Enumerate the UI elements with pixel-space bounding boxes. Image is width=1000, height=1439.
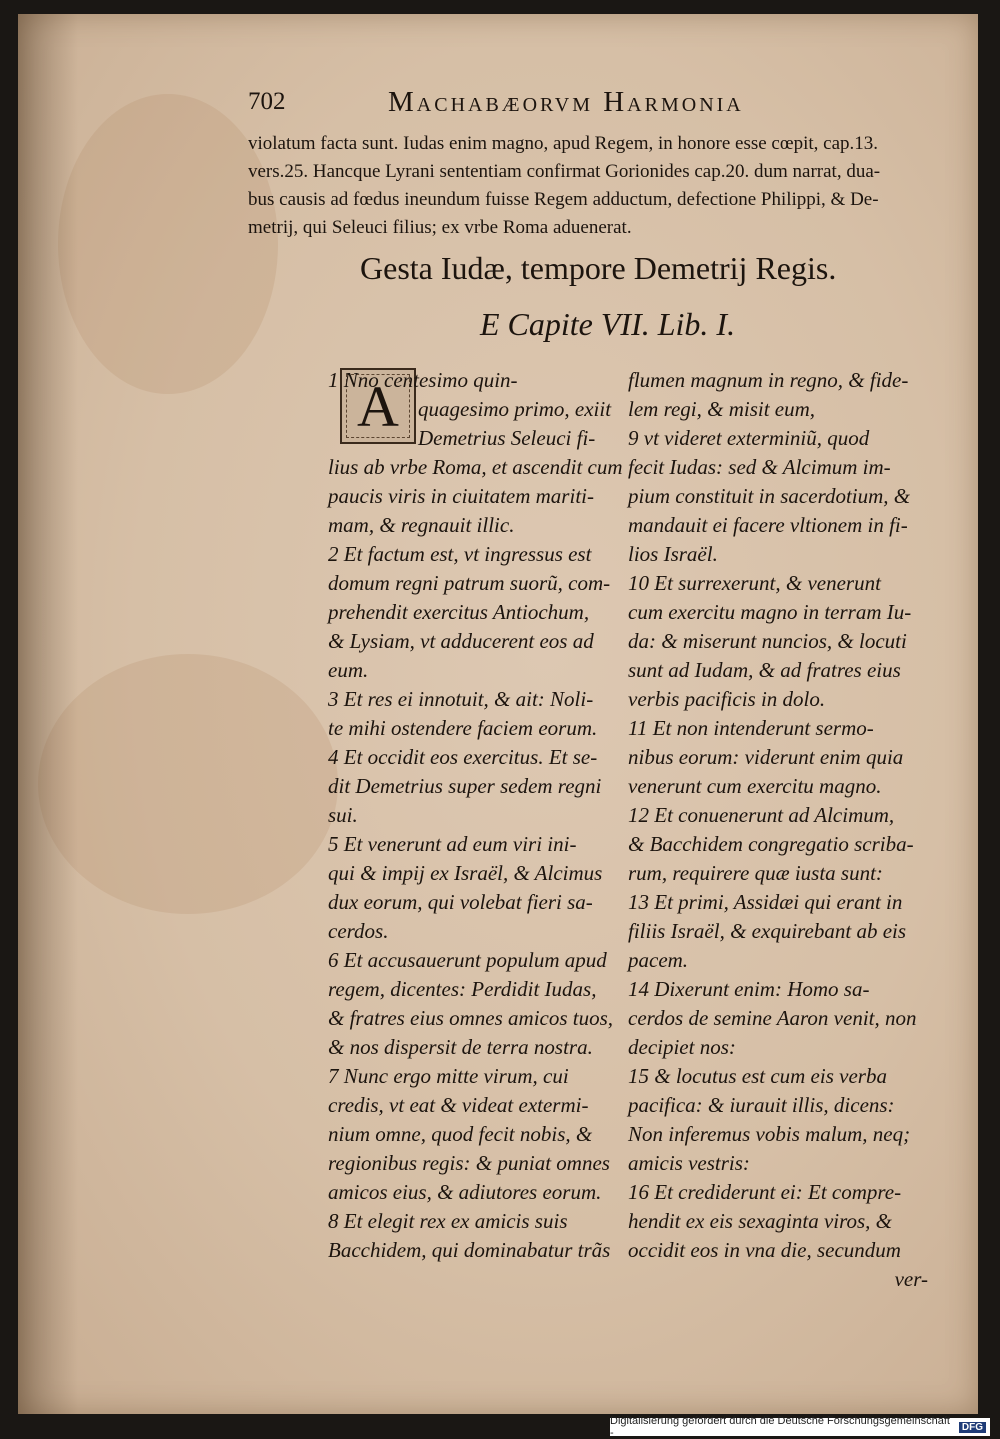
verse-line: nibus eorum: viderunt enim quia xyxy=(628,745,904,769)
page-header xyxy=(248,86,848,126)
verse-line: paucis viris in ciuitatem mariti- xyxy=(328,484,594,508)
verse-line: venerunt cum exercitu magno. xyxy=(628,774,882,798)
verse-line: nium omne, quod fecit nobis, & xyxy=(328,1122,593,1146)
verse-line: domum regni patrum suorũ, com- xyxy=(328,571,611,595)
verse-line: mandauit ei facere vltionem in fi- xyxy=(628,513,908,537)
verse-line: & nos dispersit de terra nostra. xyxy=(328,1035,593,1059)
verse-line: 2 Et factum est, vt ingressus est xyxy=(328,542,592,566)
verse-line: fecit Iudas: sed & Alcimum im- xyxy=(628,455,891,479)
verse-line: & Bacchidem congregatio scriba- xyxy=(628,832,914,856)
verse-line: credis, vt eat & videat extermi- xyxy=(328,1093,589,1117)
section-title: Gesta Iudæ, tempore Demetrij Regis. xyxy=(360,250,837,286)
verse-line: verbis pacificis in dolo. xyxy=(628,687,826,711)
verse-line: decipiet nos: xyxy=(628,1035,736,1059)
verse-line: amicis vestris: xyxy=(628,1151,750,1175)
verse-line: 14 Dixerunt enim: Homo sa- xyxy=(628,977,870,1001)
verse-line: & fratres eius omnes amicos tuos, xyxy=(328,1006,614,1030)
paper-stain xyxy=(58,94,278,394)
intro-line: metrij, qui Seleuci filius; ex vrbe Roma aduenerat. xyxy=(248,217,632,238)
verse-line: lios Israël. xyxy=(628,542,718,566)
verse-line: regionibus regis: & puniat omnes xyxy=(328,1151,610,1175)
verse-line: 11 Et non intenderunt sermo- xyxy=(628,716,874,740)
dfg-logo: DFG xyxy=(959,1422,986,1433)
verse-line: pium constituit in sacerdotium, & xyxy=(628,484,911,508)
verse-line: Bacchidem, qui dominabatur trãs xyxy=(328,1238,611,1262)
verse-line: quagesimo primo, exiit xyxy=(418,397,612,421)
verse-line: cum exercitu magno in terram Iu- xyxy=(628,600,912,624)
verse-line: pacifica: & iurauit illis, dicens: xyxy=(628,1093,895,1117)
verse-line: 3 Et res ei innotuit, & ait: Noli- xyxy=(328,687,594,711)
verse-line: te mihi ostendere faciem eorum. xyxy=(328,716,598,740)
verse-line: regem, dicentes: Perdidit Iudas, xyxy=(328,977,597,1001)
verse-line: eum. xyxy=(328,658,369,682)
verse-line: occidit eos in vna die, secundum xyxy=(628,1238,901,1262)
verse-line: Demetrius Seleuci fi- xyxy=(418,426,596,450)
verse-line: flumen magnum in regno, & fide- xyxy=(628,368,909,392)
verse-line: 5 Et venerunt ad eum viri ini- xyxy=(328,832,577,856)
running-title: Machabæorvm Harmonia xyxy=(388,86,744,118)
verse-line: cerdos. xyxy=(328,919,389,943)
verse-line: 9 vt videret exterminiũ, quod xyxy=(628,426,870,450)
right-column xyxy=(628,366,928,1294)
verse-line: sunt ad Iudam, & ad fratres eius xyxy=(628,658,901,682)
verse-line: dux eorum, qui volebat fieri sa- xyxy=(328,890,593,914)
verse-line: 8 Et elegit rex ex amicis suis xyxy=(328,1209,568,1233)
verse-line: 12 Et conuenerunt ad Alcimum, xyxy=(628,803,895,827)
verse-line: 1 Nno centesimo quin- xyxy=(328,368,518,392)
verse-line: rum, requirere quæ iusta sunt: xyxy=(628,861,883,885)
verse-line: prehendit exercitus Antiochum, xyxy=(328,600,590,624)
verse-line: qui & impij ex Israël, & Alcimus xyxy=(328,861,603,885)
verse-line: dit Demetrius super sedem regni xyxy=(328,774,602,798)
section-subtitle: E Capite VII. Lib. I. xyxy=(480,306,736,342)
verse-line: hendit ex eis sexaginta viros, & xyxy=(628,1209,892,1233)
verse-line: da: & miserunt nuncios, & locuti xyxy=(628,629,907,653)
page-number: 702 xyxy=(248,88,286,115)
verse-line: Non inferemus vobis malum, neq; xyxy=(628,1122,911,1146)
verse-line: 13 Et primi, Assidæi qui erant in xyxy=(628,890,903,914)
catchword: ver- xyxy=(894,1267,928,1291)
verse-line: mam, & regnauit illic. xyxy=(328,513,515,537)
intro-line: vers.25. Hancque Lyrani sententiam confirmat Gorionides cap.20. dum narrat, dua- xyxy=(248,161,881,182)
verse-line: 4 Et occidit eos exercitus. Et se- xyxy=(328,745,598,769)
verse-line: pacem. xyxy=(628,948,689,972)
verse-line: filiis Israël, & exquirebant ab eis xyxy=(628,919,907,943)
verse-line: 16 Et crediderunt ei: Et compre- xyxy=(628,1180,902,1204)
verse-line: cerdos de semine Aaron venit, non xyxy=(628,1006,917,1030)
intro-paragraph xyxy=(248,130,988,242)
verse-line: 15 & locutus est cum eis verba xyxy=(628,1064,887,1088)
intro-line: violatum facta sunt. Iudas enim magno, apud Regem, in honore esse cœpit, cap.13. xyxy=(248,133,879,154)
digitization-footer xyxy=(610,1415,990,1439)
verse-line: lius ab vrbe Roma, et ascendit cum xyxy=(328,455,623,479)
verse-line: lem regi, & misit eum, xyxy=(628,397,816,421)
paper-stain xyxy=(38,654,338,914)
left-column xyxy=(328,366,623,1265)
footer-text: Digitalisierung gefördert durch die Deutsche Forschungsgemeinschaft - xyxy=(610,1415,950,1439)
decorated-initial: A xyxy=(340,368,416,444)
verse-line: 7 Nunc ergo mitte virum, cui xyxy=(328,1064,569,1088)
verse-line: sui. xyxy=(328,803,358,827)
verse-line: & Lysiam, vt adducerent eos ad xyxy=(328,629,594,653)
verse-line: 10 Et surrexerunt, & venerunt xyxy=(628,571,881,595)
intro-line: bus causis ad fœdus ineundum fuisse Regem adductum, defectione Philippi, & De- xyxy=(248,189,879,210)
verse-line: amicos eius, & adiutores eorum. xyxy=(328,1180,602,1204)
verse-line: 6 Et accusauerunt populum apud xyxy=(328,948,607,972)
